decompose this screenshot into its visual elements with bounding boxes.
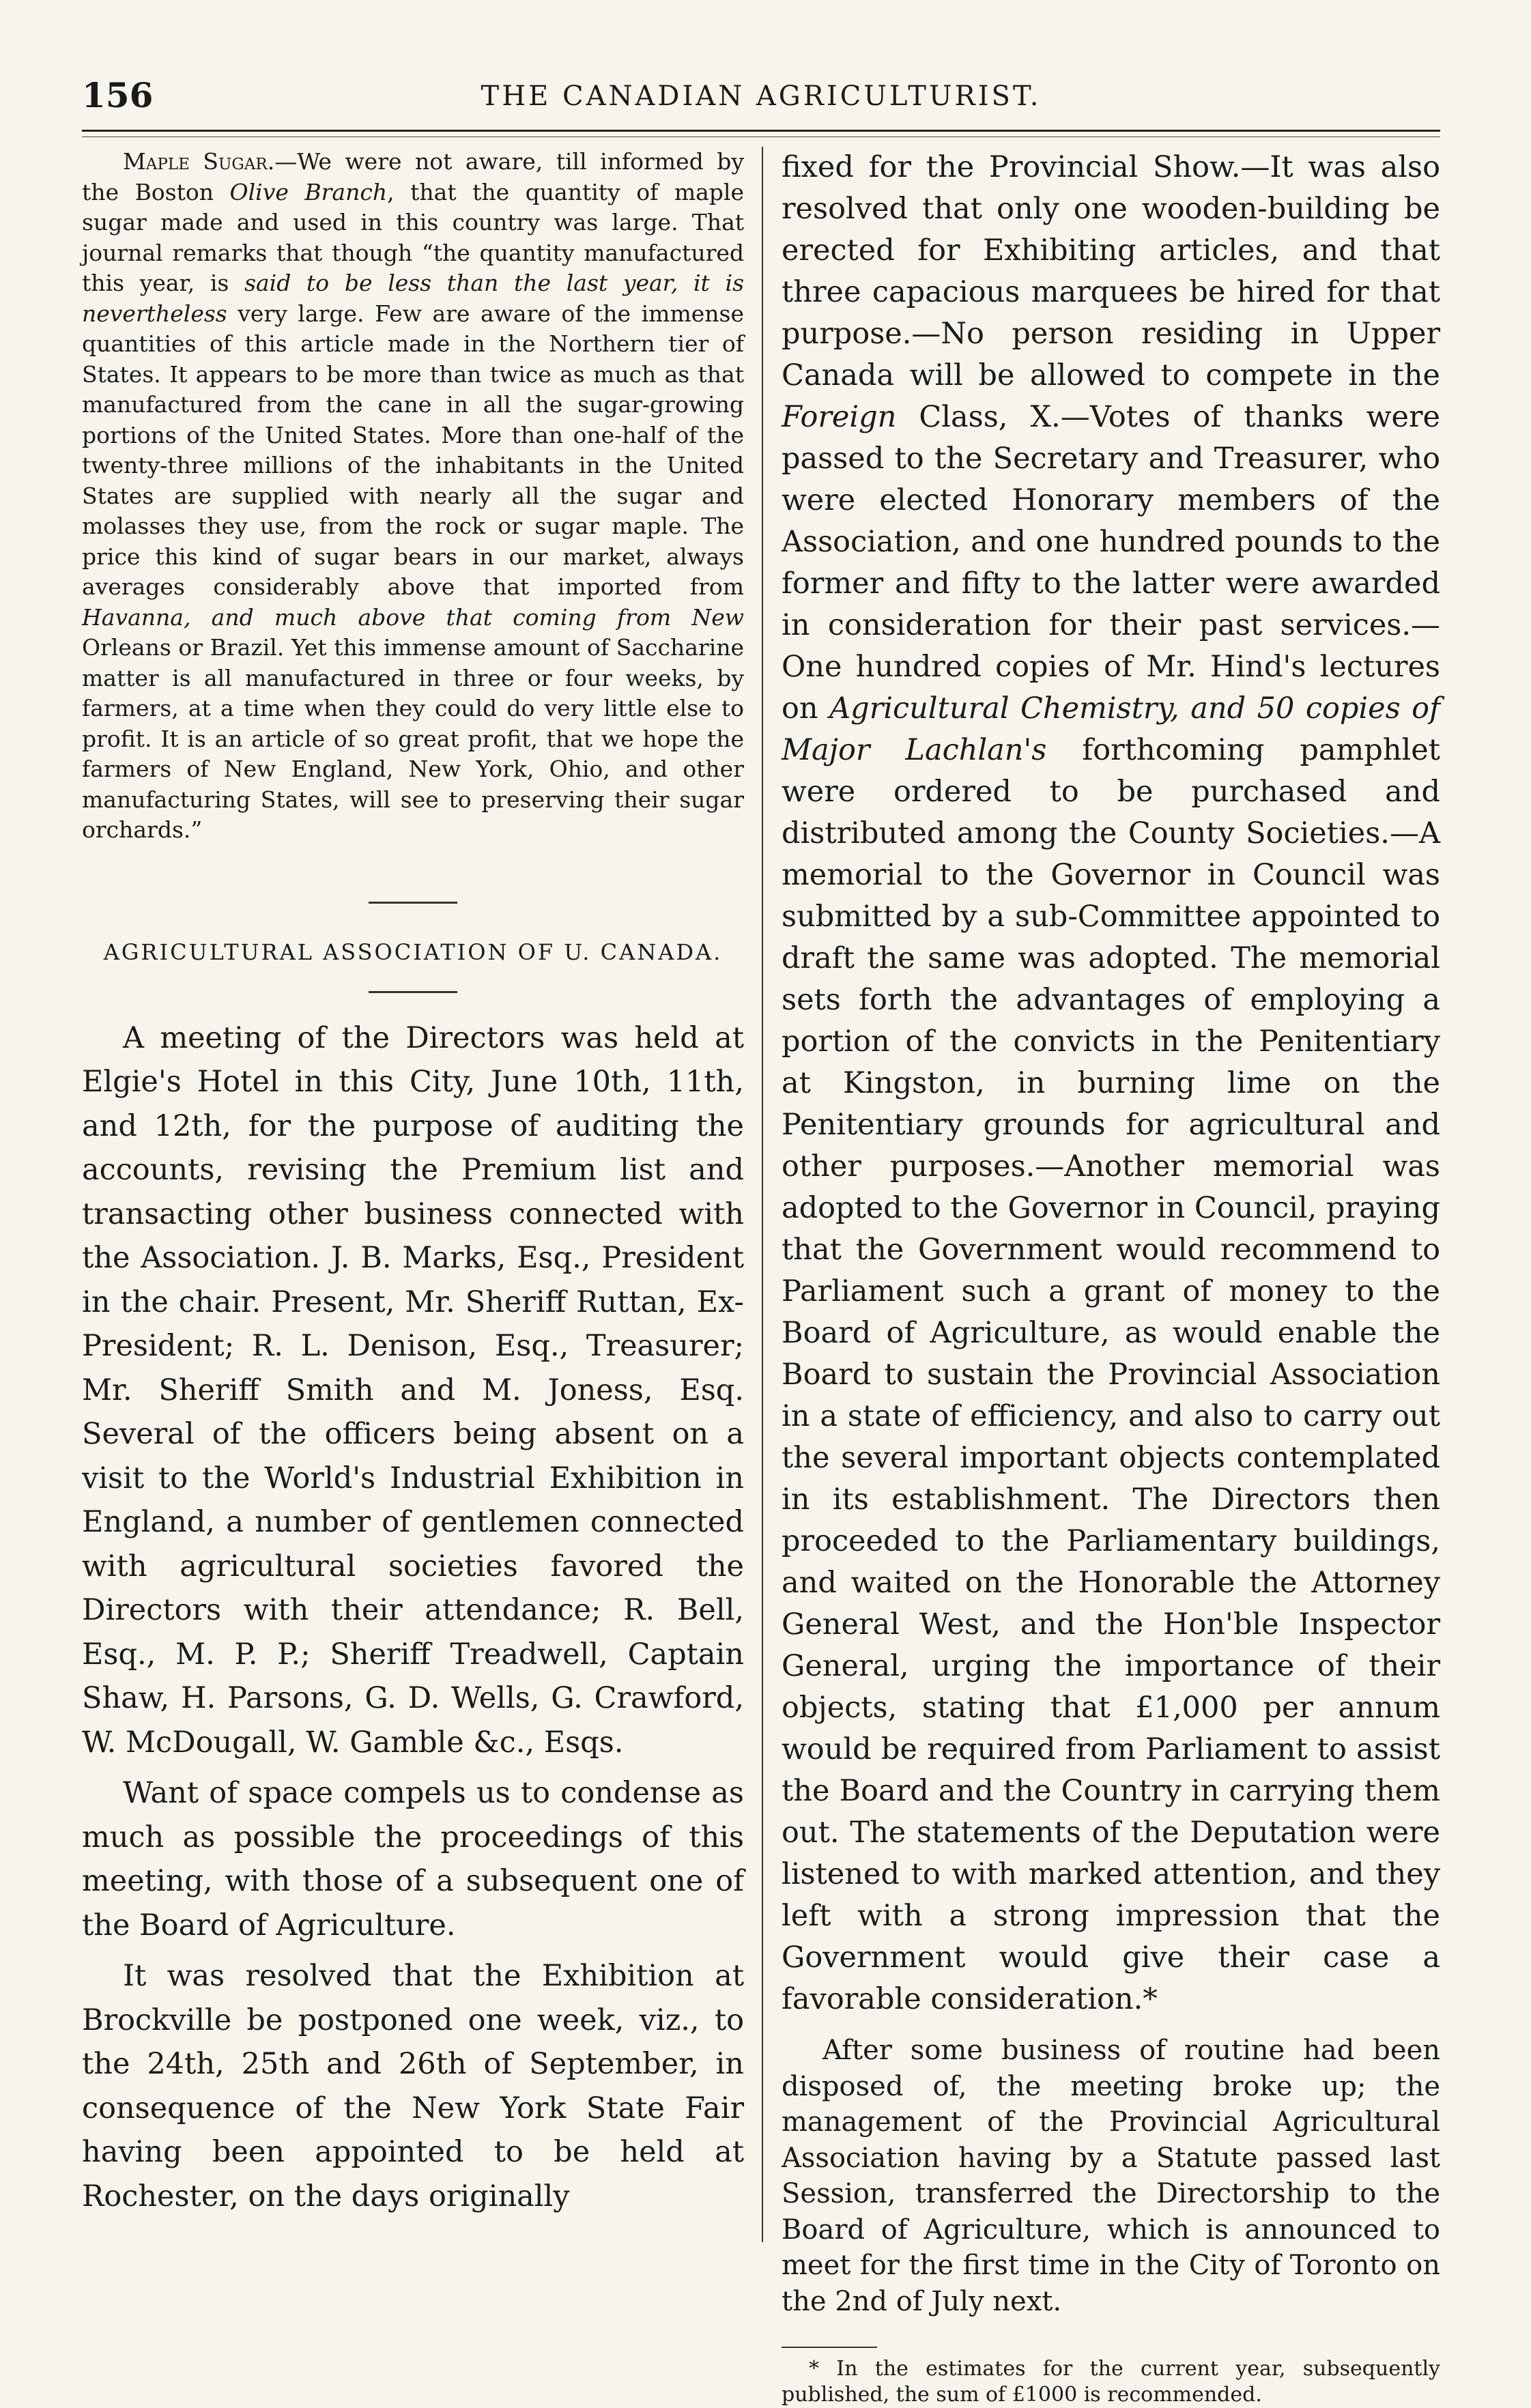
paragraph: After some business of routine had been disposed of, the meeting broke up; the management of the Provincial Agricultural Association having by a Statute passed last Session, transferred the Directorship to the Board of Agriculture, which is announced to meet for the first time in the City of Toronto on the 2nd of July next. [782, 2035, 1440, 2317]
maple-text-1: —We were not aware, till informed by the Boston [82, 148, 744, 205]
footnote: * In the estimates for the current year, subsequently published, the sum of £1000 is recommended. [782, 2357, 1440, 2407]
maple-sugar-article [82, 147, 744, 846]
maple-sugar-lead: Maple Sugar. [123, 148, 275, 175]
journal-name: Olive Branch [229, 178, 388, 205]
running-title: THE CANADIAN AGRICULTURIST. [481, 81, 1042, 112]
maple-text-3: very large. Few are aware of the immense quantities of this article made in the Northern tier of States. It appears to be more than twice as much as that manufactured from the cane in all the sugar-growing portions of the United States. More than one-half of the twenty-three millions of the inhabitants in the United States are supplied with nearly all the sugar and molasses they use, from the rock or sugar maple. The price this kind of sugar bears in our market, always averages considerably above that imported from [82, 300, 744, 600]
text: forthcoming pamphlet were ordered to be purchased and distributed among the County Societies.—A memorial to the Governor in Council was submitted by a sub-Committee appointed to draft the same was adopted. The memorial sets forth the advantages of employing a portion of the convicts in the Penitentiary at Kingston, in burning lime on the Penitentiary grounds for agricultural and other purposes.—Another memorial was adopted to the Governor in Council, praying that the Government would recommend to Parliament such a grant of money to the Board of Agriculture, as would enable the Board to sustain the Provincial Association in a state of efficiency, and also to carry out the several important objects contemplated in its establishment. The Directors then proceeded to the Parliamentary buildings, and waited on the Honorable the Attorney General West, and the Hon'ble Inspector General, urging the importance of their objects, stating that £1,000 per annum would be required from Parliament to assist the Board and the Country in carrying them out. The statements of the Deputation were listened to with marked attention, and they left with a strong impression that the Government would give their case a favorable consideration.* [782, 733, 1440, 2016]
page-number: 156 [82, 75, 154, 115]
paragraph: It was resolved that the Exhibition at Brockville be postponed one week, viz., to the 24th, 25th and 26th of September, in consequence of the New York State Fair having been appointed to be held at Rochester, on the days originally [82, 1959, 744, 2213]
italic-text: Foreign [782, 400, 897, 434]
header-rule [82, 130, 1440, 132]
left-column [82, 147, 744, 2218]
maple-text-4: Orleans or Brazil. Yet this immense amount of Saccharine matter is all manufactured in three or four weeks, by farmers, at a time when they could do very little else to profit. It is an article of so great profit, that we hope the farmers of New England, New York, Ohio, and other manufacturing States, will see to preserving their sugar orchards.” [82, 634, 744, 843]
footnote-rule [782, 2347, 877, 2348]
italic-text: Agricultural Chemistry, and 50 copies of Major Lachlan's [782, 691, 1440, 767]
right-column [782, 147, 1440, 2408]
paragraph: Want of space compels us to condense as much as possible the proceedings of this meeting, with those of a subsequent one of the Board of Agriculture. [82, 1776, 744, 1943]
column-divider [762, 147, 763, 2242]
text: Class, X.—Votes of thanks were passed to the Secretary and Treasurer, who were elected Honorary members of the Association, and one hundred pounds to the former and fifty to the latter were awarded in consideration for their past services.—One hundred copies of Mr. Hind's lectures on [782, 400, 1440, 726]
text: fixed for the Provincial Show.—It was also resolved that only one wooden-building be erected for Exhibiting articles, and that three capacious marquees be hired for that purpose.—No person residing in Upper Canada will be allowed to compete in the [782, 150, 1440, 392]
section-heading: AGRICULTURAL ASSOCIATION OF U. CANADA. [103, 938, 723, 965]
paragraph [782, 147, 1440, 2020]
maple-italic-1: said to be less than the last year, it is nevertheless [82, 270, 745, 327]
maple-text-2: , that the quantity of maple sugar made and used in this country was large. That journal remarks that though “the quantity manufactured this year, is [82, 178, 745, 296]
paragraph: A meeting of the Directors was held at Elgie's Hotel in this City, June 10th, 11th, and 12th, for the purpose of auditing the accounts, revising the Premium list and transacting other business connected with the Association. J. B. Marks, Esq., President in the chair. Present, Mr. Sheriff Ruttan, Ex-President; R. L. Denison, Esq., Treasurer; Mr. Sheriff Smith and M. Joness, Esq. Several of the officers being absent on a visit to the World's Industrial Exhibition in England, a number of gentlemen connected with agricultural societies favored the Directors with their attendance; R. Bell, Esq., M. P. P.; Sheriff Treadwell, Captain Shaw, H. Parsons, G. D. Wells, G. Crawford, W. McDougall, W. Gamble &c., Esqs. [82, 1020, 744, 1760]
page-header [82, 75, 1440, 123]
maple-italic-2: Havanna, and much above that coming from New [82, 603, 744, 631]
